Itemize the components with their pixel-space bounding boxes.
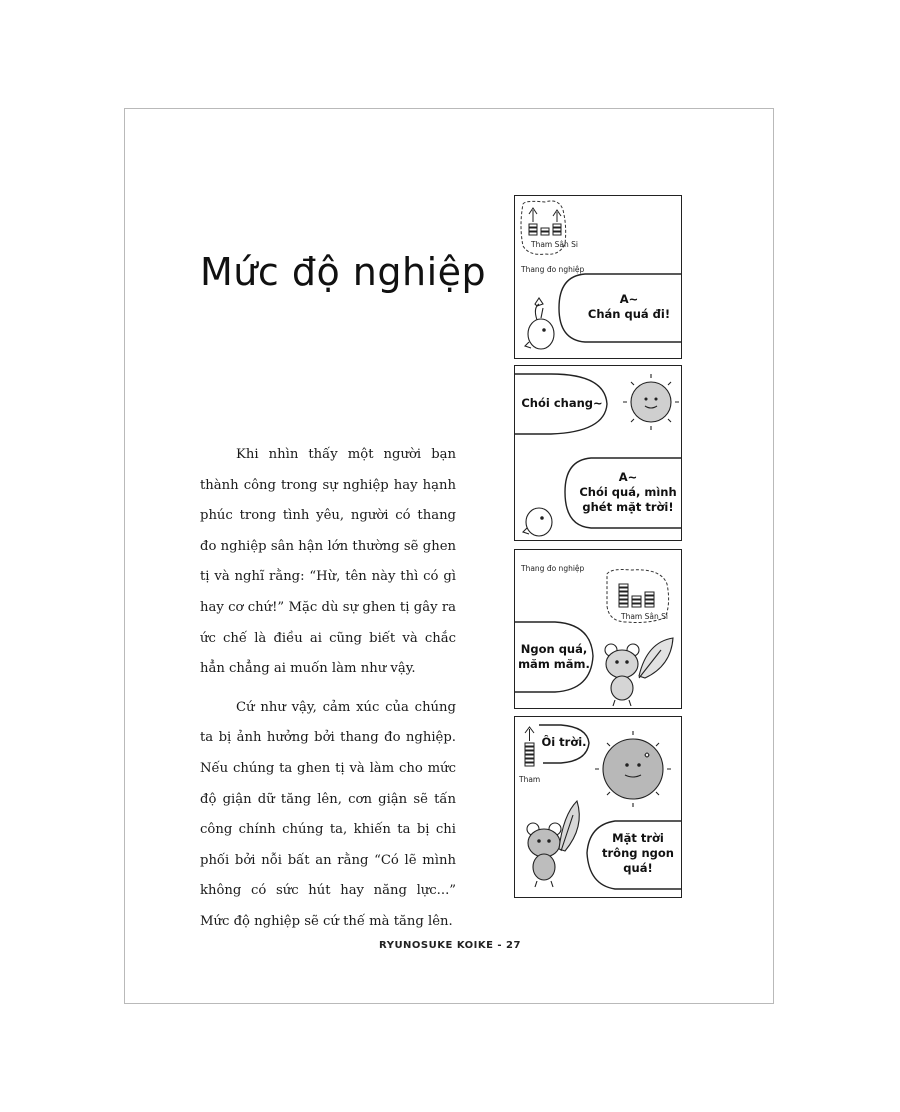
speech-text	[595, 831, 681, 876]
page-footer: RYUNOSUKE KOIKE - 27	[379, 940, 521, 951]
comic-panel-1	[514, 195, 682, 359]
speech-text	[517, 642, 591, 672]
speech-line-2: Chói quá, mình	[579, 485, 677, 499]
paragraph-1: Khi nhìn thấy một người bạn thành công trong sự nghiệp hay hạnh phúc trong tình yêu, người có thang đo nghiệp sân hận lớn thường sẽ ghen tị và nghĩ rằng: “Hừ, tên này thì có gì hay cơ chứ!” Mặc dù sự ghen tị gây ra ức chế là điều ai cũng biết và chắc hẳn chẳng ai muốn làm như vậy.	[200, 447, 456, 677]
karma-meter-icon	[525, 727, 534, 766]
speech-line-1: Ngon quá,	[520, 642, 588, 656]
leaf-icon	[639, 638, 673, 678]
meter-label: Tham Sân Si	[621, 612, 668, 621]
speech-text	[577, 292, 681, 322]
speech-line-3: quá!	[623, 861, 653, 875]
bear-character-icon	[527, 823, 561, 887]
sprout-character-icon	[523, 508, 552, 536]
meter-caption: Thang đo nghiệp	[521, 564, 585, 573]
speech-line-1: A~	[618, 470, 638, 484]
karma-meter-icon	[619, 584, 654, 607]
comic-panel-3	[514, 549, 682, 709]
leaf-icon	[559, 801, 579, 851]
meter-label: Tham Sân Si	[531, 240, 578, 249]
paragraph-2: Cứ như vậy, cảm xúc của chúng ta bị ảnh hưởng bởi thang đo nghiệp. Nếu chúng ta ghen tị và làm cho mức độ giận dữ tăng lên, cơn giận sẽ tấn công chính chúng ta, khiến ta bị chi phối bởi nỗi bất an rằng “Có lẽ mình không có sức hút hay năng lực...” Mức độ nghiệp sẽ cứ thế mà tăng lên.	[200, 699, 456, 929]
body-text	[200, 440, 456, 946]
panel-1-drawing	[515, 196, 682, 359]
bear-character-icon	[605, 644, 639, 706]
sun-speech-text: Ôi trời.	[541, 735, 587, 749]
comic-panel-2	[514, 365, 682, 541]
panel-3-drawing	[515, 550, 682, 709]
karma-meter-icon	[529, 208, 561, 235]
meter-label: Tham	[519, 775, 541, 784]
sprout-character-icon	[525, 298, 554, 349]
speech-text	[575, 470, 681, 515]
sun-speech-text: Chói chang~	[521, 396, 603, 410]
speech-line-2: trông ngon	[602, 846, 674, 860]
sun-icon	[623, 374, 679, 430]
sun-icon	[595, 731, 671, 807]
comic-panel-4	[514, 716, 682, 898]
speech-line-3: ghét mặt trời!	[582, 500, 674, 514]
speech-line-1: Mặt trời	[612, 831, 664, 845]
page-title: Mức độ nghiệp	[200, 250, 487, 294]
speech-line-2: măm măm.	[518, 657, 590, 671]
speech-line-2: Chán quá đi!	[587, 307, 671, 321]
meter-caption: Thang đo nghiệp	[521, 265, 585, 274]
speech-line-1: A~	[619, 292, 639, 306]
